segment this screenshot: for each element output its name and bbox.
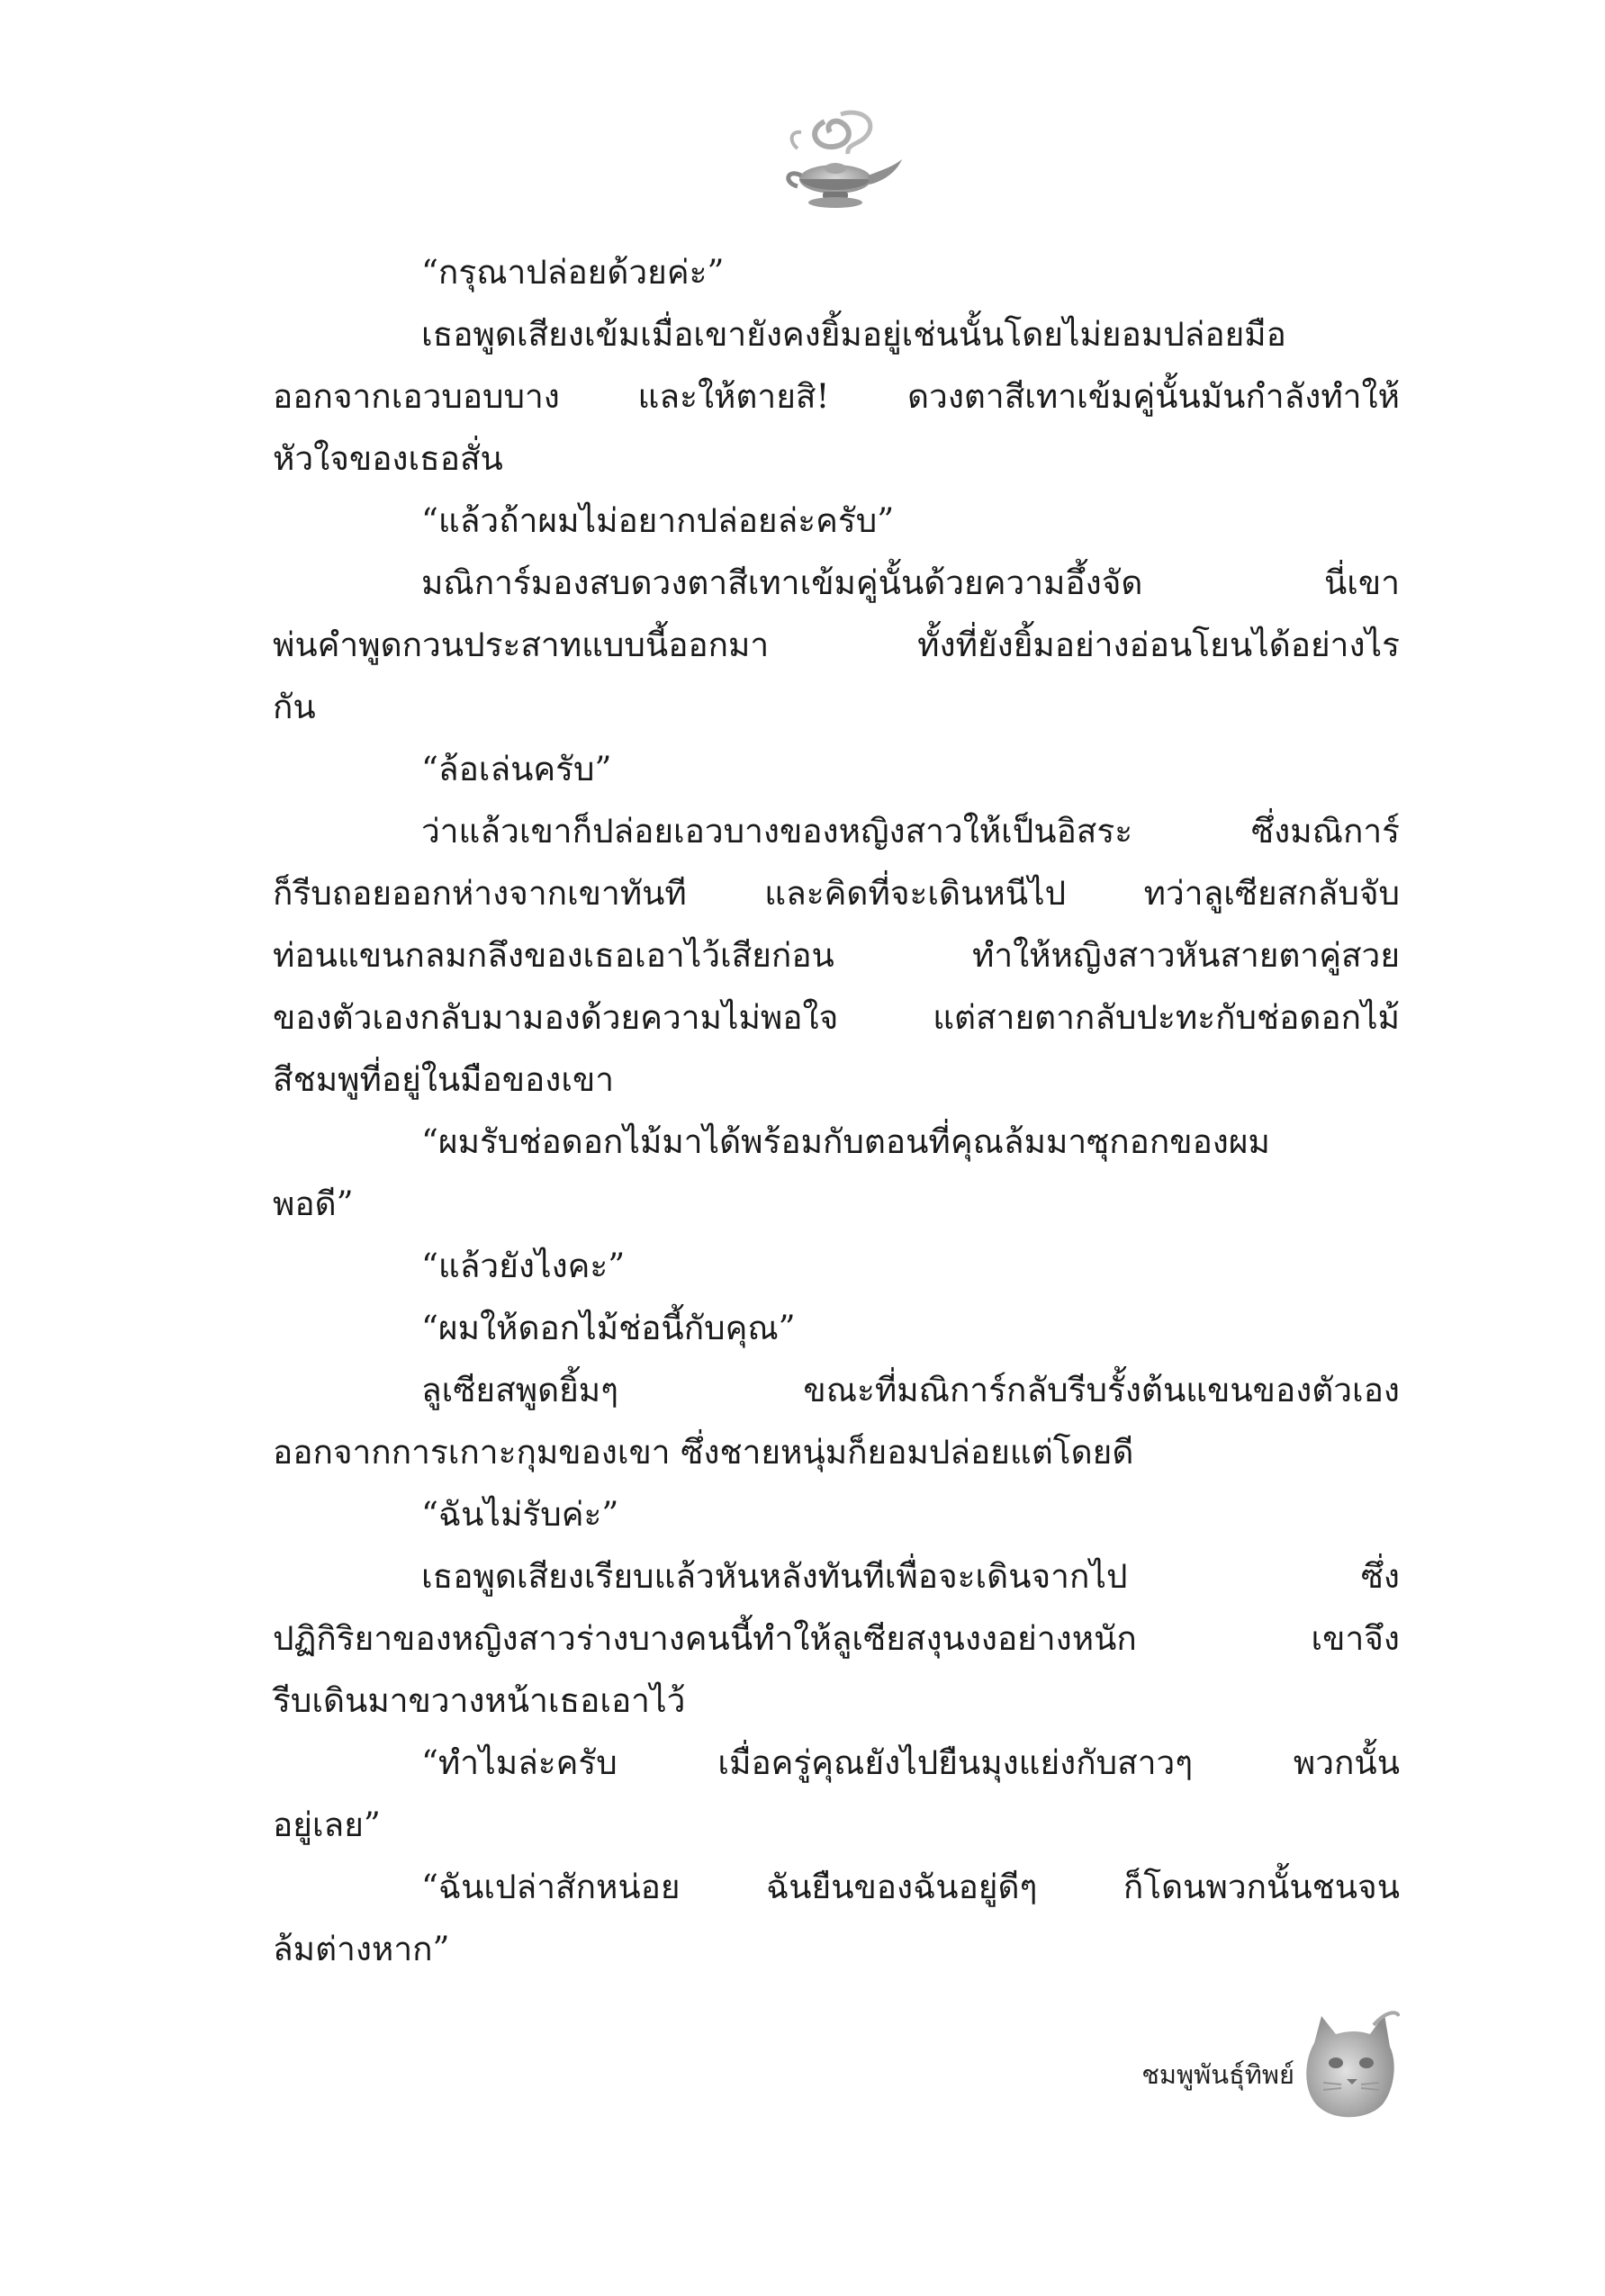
text-line: เธอพูดเสียงเรียบแล้วหันหลังทันทีเพื่อจะเดินจากไป ซึ่ง — [421, 1557, 1400, 1596]
text-line: “ล้อเล่นครับ” — [421, 750, 612, 788]
text-line: พ่นคำพูดกวนประสาทแบบนี้ออกมา ทั้งที่ยังยิ้มอย่างอ่อนโยนได้อย่างไร — [273, 626, 1400, 664]
text-line: สีชมพูที่อยู่ในมือของเขา — [273, 1060, 615, 1099]
text-line: “แล้วถ้าผมไม่อยากปล่อยล่ะครับ” — [421, 501, 895, 540]
text-line: “ทำไมล่ะครับ เมื่อครู่คุณยังไปยืนมุงแย่งกับสาวๆ พวกนั้น — [421, 1743, 1400, 1782]
text-line: ว่าแล้วเขาก็ปล่อยเอวบางของหญิงสาวให้เป็นอิสระ ซึ่งมณิการ์ — [421, 812, 1400, 851]
magic-lamp-icon — [771, 104, 906, 221]
cat-icon — [1296, 2007, 1400, 2124]
text-line: มณิการ์มองสบดวงตาสีเทาเข้มคู่นั้นด้วยความอึ้งจัด นี่เขา — [421, 563, 1400, 602]
text-line: ก็รีบถอยออกห่างจากเขาทันที และคิดที่จะเดินหนีไป ทว่าลูเซียสกลับจับ — [273, 874, 1400, 913]
text-line: ออกจากการเกาะกุมของเขา ซึ่งชายหนุ่มก็ยอมปล่อยแต่โดยดี — [273, 1433, 1134, 1472]
text-line: ล้มต่างหาก” — [273, 1930, 450, 1968]
text-line: ของตัวเองกลับมามองด้วยความไม่พอใจ แต่สายตากลับปะทะกับช่อดอกไม้ — [273, 998, 1400, 1037]
text-line: “ฉันเปล่าสักหน่อย ฉันยืนของฉันอยู่ดีๆ ก็โดนพวกนั้นชนจน — [421, 1868, 1400, 1906]
book-title: ชมพูพันธุ์ทิพย์ — [1141, 2059, 1294, 2090]
text-line: อยู่เลย” — [273, 1805, 381, 1844]
body-text — [273, 241, 1400, 1980]
text-line: ท่อนแขนกลมกลึงของเธอเอาไว้เสียก่อน ทำให้หญิงสาวหันสายตาคู่สวย — [273, 936, 1400, 975]
text-line: “ผมให้ดอกไม้ช่อนี้กับคุณ” — [421, 1309, 796, 1347]
text-line: เธอพูดเสียงเข้มเมื่อเขายังคงยิ้มอยู่เช่นนั้นโดยไม่ยอมปล่อยมือ — [421, 315, 1286, 354]
text-line: ลูเซียสพูดยิ้มๆ ขณะที่มณิการ์กลับรีบรั้งต้นแขนของตัวเอง — [421, 1371, 1400, 1409]
text-line: “แล้วยังไงคะ” — [421, 1247, 626, 1285]
text-line: ออกจากเอวบอบบาง และให้ตายสิ! ดวงตาสีเทาเข้มคู่นั้นมันกำลังทำให้ — [273, 377, 1400, 416]
text-line: ปฏิกิริยาของหญิงสาวร่างบางคนนี้ทำให้ลูเซียสงุนงงอย่างหนัก เขาจึง — [273, 1619, 1400, 1658]
text-line: “กรุณาปล่อยด้วยค่ะ” — [421, 253, 725, 292]
text-line: หัวใจของเธอสั่น — [273, 439, 503, 478]
text-line: “ฉันไม่รับค่ะ” — [421, 1495, 619, 1534]
text-line: “ผมรับช่อดอกไม้มาได้พร้อมกับตอนที่คุณล้มมาซุกอกของผม — [421, 1122, 1270, 1161]
text-line: กัน — [273, 688, 316, 726]
text-line: รีบเดินมาขวางหน้าเธอเอาไว้ — [273, 1681, 686, 1720]
text-line: พอดี” — [273, 1184, 354, 1223]
